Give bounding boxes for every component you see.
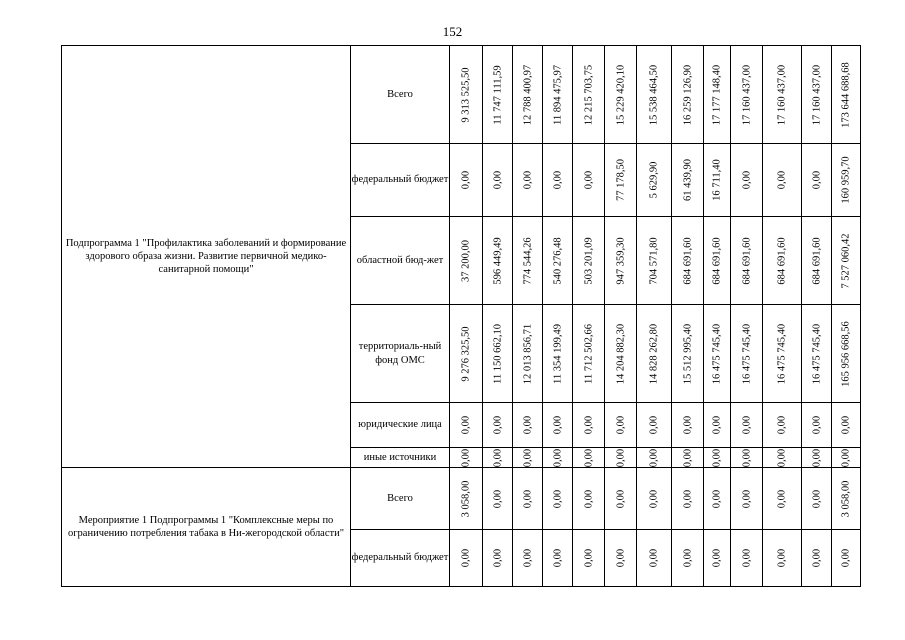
value-cell: [763, 46, 802, 144]
value-text: 774 544,26: [521, 236, 533, 285]
value-cell: [832, 217, 861, 305]
value-cell: [637, 305, 672, 403]
value-cell: [513, 217, 543, 305]
value-text: 0,00: [491, 548, 503, 568]
value-text: 0,00: [681, 448, 693, 467]
value-text: 0,00: [582, 489, 594, 508]
value-text: 0,00: [840, 415, 852, 435]
value-text: 0,00: [681, 489, 693, 508]
value-text: 0,00: [521, 548, 533, 568]
value-cell: [513, 448, 543, 468]
value-cell: [637, 530, 672, 587]
value-cell: [483, 530, 513, 587]
value-cell: [731, 144, 763, 217]
value-text: 0,00: [460, 415, 472, 435]
value-cell: [513, 46, 543, 144]
value-text: 77 178,50: [614, 159, 626, 201]
value-cell: [483, 448, 513, 468]
value-cell: [802, 46, 832, 144]
value-cell: [605, 448, 637, 468]
value-text: 596 449,49: [491, 236, 503, 285]
value-cell: [543, 144, 573, 217]
value-cell: [450, 403, 483, 448]
value-text: 11 354 199,49: [551, 323, 563, 384]
value-text: 0,00: [711, 548, 723, 568]
value-cell: [450, 468, 483, 530]
value-cell: [605, 530, 637, 587]
table-row: [62, 468, 861, 530]
value-text: 0,00: [491, 170, 503, 190]
value-text: 17 177 148,40: [711, 64, 723, 125]
value-cell: [731, 46, 763, 144]
value-text: 14 204 882,30: [614, 323, 626, 384]
value-text: 0,00: [582, 170, 594, 190]
value-cell: [483, 46, 513, 144]
value-cell: [573, 468, 605, 530]
value-text: 16 711,40: [711, 159, 723, 201]
value-cell: [832, 144, 861, 217]
value-text: 3 058,00: [840, 480, 852, 517]
value-cell: [672, 448, 704, 468]
value-cell: [573, 530, 605, 587]
value-text: 0,00: [740, 489, 752, 508]
value-cell: [832, 305, 861, 403]
value-text: 540 276,48: [551, 236, 563, 285]
value-cell: [672, 305, 704, 403]
value-text: 15 512 995,40: [681, 323, 693, 384]
value-cell: [450, 46, 483, 144]
value-text: 16 259 126,90: [681, 64, 693, 125]
value-cell: [731, 217, 763, 305]
value-cell: [704, 468, 731, 530]
value-text: 684 691,60: [681, 236, 693, 285]
value-cell: [483, 217, 513, 305]
value-text: 0,00: [614, 489, 626, 508]
value-text: 0,00: [810, 489, 822, 508]
value-cell: [483, 403, 513, 448]
value-text: 16 475 745,40: [810, 323, 822, 384]
value-cell: [704, 448, 731, 468]
value-cell: [605, 217, 637, 305]
value-cell: [605, 403, 637, 448]
value-cell: [832, 46, 861, 144]
value-cell: [450, 305, 483, 403]
value-text: 0,00: [460, 170, 472, 190]
table-row: [62, 46, 861, 144]
value-text: 0,00: [840, 548, 852, 568]
value-text: 0,00: [460, 548, 472, 568]
value-text: 0,00: [614, 415, 626, 435]
value-cell: [637, 217, 672, 305]
value-text: 0,00: [614, 448, 626, 467]
value-cell: [637, 448, 672, 468]
value-cell: [802, 305, 832, 403]
funding-source-cell: иные источники: [351, 448, 450, 468]
value-text: 7 527 060,42: [840, 232, 852, 289]
value-text: 37 200,00: [460, 239, 472, 282]
value-cell: [605, 144, 637, 217]
value-cell: [763, 144, 802, 217]
value-cell: [573, 305, 605, 403]
value-cell: [704, 530, 731, 587]
value-text: 17 160 437,00: [810, 64, 822, 125]
value-cell: [731, 305, 763, 403]
funding-source-cell: Всего: [351, 468, 450, 530]
value-cell: [672, 217, 704, 305]
value-text: 173 644 688,68: [840, 61, 852, 128]
funding-source-cell: федеральный бюджет: [351, 530, 450, 587]
value-cell: [513, 305, 543, 403]
value-text: 684 691,60: [810, 236, 822, 285]
value-cell: [573, 46, 605, 144]
value-cell: [573, 217, 605, 305]
value-text: 0,00: [648, 415, 660, 435]
value-text: 12 013 856,71: [521, 323, 533, 384]
value-cell: [543, 46, 573, 144]
value-cell: [450, 217, 483, 305]
value-text: 0,00: [740, 170, 752, 190]
value-text: 0,00: [460, 448, 472, 467]
value-text: 0,00: [810, 448, 822, 467]
value-cell: [637, 46, 672, 144]
value-text: 684 691,60: [740, 236, 752, 285]
value-text: 0,00: [521, 415, 533, 435]
value-cell: [704, 403, 731, 448]
value-text: 0,00: [551, 548, 563, 568]
value-text: 0,00: [491, 448, 503, 467]
value-text: 0,00: [711, 489, 723, 508]
funding-source-cell: федеральный бюджет: [351, 144, 450, 217]
value-text: 11 150 662,10: [491, 323, 503, 384]
value-text: 11 712 502,66: [582, 323, 594, 384]
funding-source-cell: областной бюд-жет: [351, 217, 450, 305]
value-text: 0,00: [740, 415, 752, 435]
value-cell: [704, 217, 731, 305]
value-cell: [763, 468, 802, 530]
value-text: 9 313 525,50: [460, 66, 472, 123]
value-text: 61 439,90: [681, 159, 693, 201]
value-cell: [605, 46, 637, 144]
value-text: 11 894 475,97: [551, 64, 563, 125]
value-text: 0,00: [810, 170, 822, 190]
value-cell: [543, 530, 573, 587]
value-text: 0,00: [648, 548, 660, 568]
value-cell: [605, 468, 637, 530]
value-text: 15 229 420,10: [614, 64, 626, 125]
value-cell: [483, 305, 513, 403]
funding-source-cell: Всего: [351, 46, 450, 144]
value-cell: [543, 448, 573, 468]
value-cell: [704, 305, 731, 403]
value-text: 14 828 262,80: [648, 323, 660, 384]
value-text: 704 571,80: [648, 236, 660, 285]
value-text: 0,00: [521, 489, 533, 508]
value-text: 15 538 464,50: [648, 64, 660, 125]
value-cell: [513, 530, 543, 587]
value-text: 0,00: [582, 415, 594, 435]
value-text: 0,00: [551, 448, 563, 467]
value-text: 0,00: [776, 448, 788, 467]
value-cell: [763, 305, 802, 403]
value-text: 0,00: [648, 489, 660, 508]
value-cell: [802, 403, 832, 448]
value-text: 0,00: [810, 548, 822, 568]
value-text: 503 201,09: [582, 236, 594, 285]
value-text: 11 747 111,59: [491, 64, 503, 125]
value-cell: [731, 448, 763, 468]
value-text: 0,00: [776, 415, 788, 435]
value-cell: [637, 468, 672, 530]
value-cell: [832, 468, 861, 530]
value-cell: [704, 144, 731, 217]
funding-source-cell: территориаль-ный фонд ОМС: [351, 305, 450, 403]
value-text: 0,00: [648, 448, 660, 467]
value-text: 0,00: [491, 415, 503, 435]
value-text: 12 215 703,75: [582, 64, 594, 125]
value-cell: [672, 144, 704, 217]
value-cell: [543, 468, 573, 530]
value-text: 0,00: [740, 548, 752, 568]
value-text: 9 276 325,50: [460, 325, 472, 382]
value-text: 0,00: [521, 448, 533, 467]
value-text: 0,00: [582, 448, 594, 467]
value-cell: [763, 448, 802, 468]
value-cell: [802, 448, 832, 468]
value-text: 0,00: [582, 548, 594, 568]
value-cell: [637, 144, 672, 217]
value-cell: [450, 448, 483, 468]
value-cell: [513, 403, 543, 448]
value-text: 0,00: [776, 170, 788, 190]
value-cell: [543, 305, 573, 403]
page-number: 152: [442, 24, 463, 39]
value-cell: [763, 530, 802, 587]
value-cell: [802, 144, 832, 217]
value-text: 0,00: [551, 170, 563, 190]
value-text: 0,00: [711, 415, 723, 435]
value-cell: [763, 403, 802, 448]
value-text: 12 788 400,97: [521, 64, 533, 125]
value-cell: [513, 144, 543, 217]
value-text: 0,00: [711, 448, 723, 467]
value-text: 0,00: [740, 448, 752, 467]
funding-source-cell: юридические лица: [351, 403, 450, 448]
value-cell: [672, 403, 704, 448]
value-text: 0,00: [551, 415, 563, 435]
value-text: 0,00: [681, 548, 693, 568]
value-cell: [731, 403, 763, 448]
value-cell: [731, 468, 763, 530]
value-cell: [605, 305, 637, 403]
value-text: 0,00: [840, 448, 852, 467]
value-text: 0,00: [491, 489, 503, 508]
value-text: 16 475 745,40: [711, 323, 723, 384]
value-text: 0,00: [776, 489, 788, 508]
value-text: 0,00: [551, 489, 563, 508]
value-cell: [573, 448, 605, 468]
value-cell: [731, 530, 763, 587]
value-cell: [543, 403, 573, 448]
value-text: 684 691,60: [711, 236, 723, 285]
value-text: 3 058,00: [460, 480, 472, 517]
value-cell: [483, 468, 513, 530]
value-text: 16 475 745,40: [740, 323, 752, 384]
value-cell: [832, 403, 861, 448]
program-name-cell: Подпрограмма 1 "Профилактика заболеваний и формирование здорового образа жизни. Развитие первичной медико-санитарной помощи": [62, 46, 351, 468]
value-cell: [832, 448, 861, 468]
budget-table: [61, 45, 861, 587]
value-text: 16 475 745,40: [776, 323, 788, 384]
program-name-cell: Мероприятие 1 Подпрограммы 1 "Комплексные меры по ограничению потребления табака в Ни-жегородской области": [62, 468, 351, 587]
value-text: 160 959,70: [840, 156, 852, 204]
value-text: 0,00: [521, 170, 533, 190]
value-cell: [450, 530, 483, 587]
value-cell: [450, 144, 483, 217]
value-cell: [573, 144, 605, 217]
value-text: 17 160 437,00: [740, 64, 752, 125]
value-cell: [802, 468, 832, 530]
value-cell: [483, 144, 513, 217]
value-text: 5 629,90: [648, 161, 660, 199]
value-text: 165 956 668,56: [840, 320, 852, 387]
value-cell: [672, 530, 704, 587]
value-cell: [573, 403, 605, 448]
value-cell: [802, 217, 832, 305]
value-text: 0,00: [810, 415, 822, 435]
value-cell: [637, 403, 672, 448]
value-cell: [763, 217, 802, 305]
value-text: 17 160 437,00: [776, 64, 788, 125]
value-cell: [802, 530, 832, 587]
value-text: 0,00: [776, 548, 788, 568]
value-text: 947 359,30: [614, 236, 626, 285]
value-cell: [672, 46, 704, 144]
value-cell: [543, 217, 573, 305]
value-text: 0,00: [614, 548, 626, 568]
value-text: 684 691,60: [776, 236, 788, 285]
value-cell: [672, 468, 704, 530]
value-text: 0,00: [681, 415, 693, 435]
value-cell: [513, 468, 543, 530]
value-cell: [832, 530, 861, 587]
value-cell: [704, 46, 731, 144]
